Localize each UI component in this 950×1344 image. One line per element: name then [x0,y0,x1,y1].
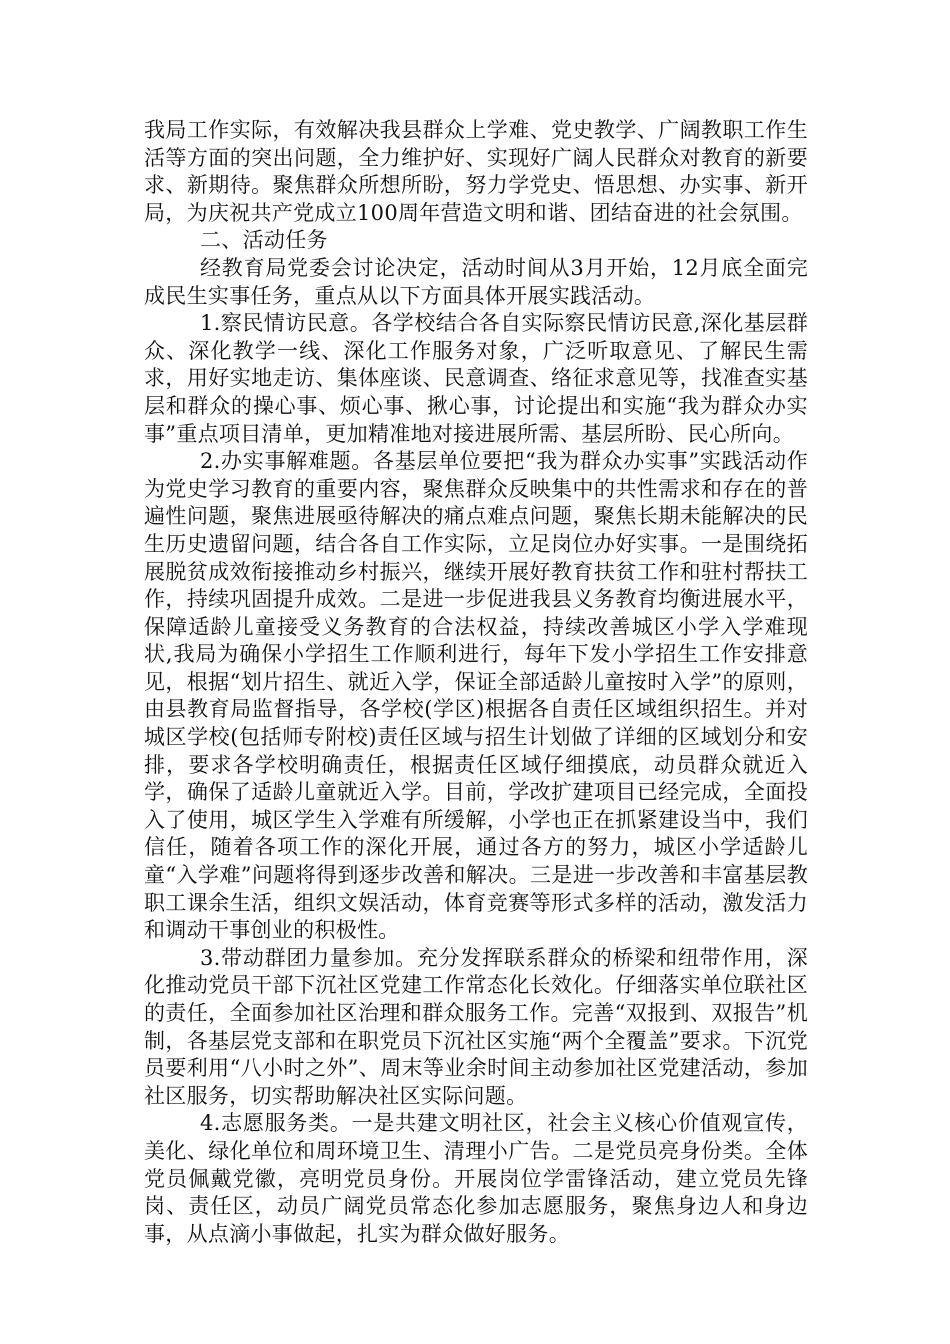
paragraph-item-1: 1.察民情访民意。各学校结合各自实际察民情访民意,深化基层群众、深化教学一线、深化工作服务对象，广泛听取意见、了解民生需求，用好实地走访、集体座谈、民意调查、络征求意见等，找准查实基层和群众的操心事、烦心事、揪心事，讨论提出和实施“我为群众办实事”重点项目清单，更加精准地对接进展所需、基层所盼、民心所向。 [144,311,808,446]
paragraph-item-4: 4.志愿服务类。一是共建文明社区，社会主义核心价值观宣传，美化、绿化单位和周环境卫生、清理小广告。二是党员亮身份类。全体党员佩戴党徽，亮明党员身份。开展岗位学雷锋活动，建立党员先锋岗、责任区，动员广阔党员常态化参加志愿服务，聚焦身边人和身边事，从点滴小事做起，扎实为群众做好服务。 [144,1111,808,1246]
section-heading-activity-tasks: 二、活动任务 [200,228,328,253]
paragraph-item-2: 2.办实事解难题。各基层单位要把“我为群众办实事”实践活动作为党史学习教育的重要内容，聚焦群众反映集中的共性需求和存在的普遍性问题，聚焦进展亟待解决的痛点难点问题，聚焦长期未能解决的民生历史遗留问题，结合各自工作实际，立足岗位办好实事。一是围绕拓展脱贫成效衔接推动乡村振兴，继续开展好教育扶贫工作和驻村帮扶工作，持续巩固提升成效。二是进一步促进我县义务教育均衡进展水平，保障适龄儿童接受义务教育的合法权益，持续改善城区小学入学难现状,我局为确保小学招生工作顺利进行，每年下发小学招生工作安排意见，根据“划片招生、就近入学，保证全部适龄儿童按时入学”的原则，由县教育局监督指导，各学校(学区)根据各自责任区域组织招生。并对城区学校(包括师专附校)责任区域与招生计划做了详细的区域划分和安排，要求各学校明确责任，根据责任区域仔细摸底，动员群众就近入学，确保了适龄儿童就近入学。目前，学改扩建项目已经完成，全面投入了使用，城区学生入学难有所缓解，小学也正在抓紧建设当中，我们信任，随着各项工作的深化开展，通过各方的努力，城区小学适龄儿童“入学难”问题将得到逐步改善和解决。三是进一步改善和丰富基层教职工课余生活，组织文娱活动，体育竞赛等形式多样的活动，激发活力和调动干事创业的积极性。 [144,449,808,943]
paragraph-item-3: 3.带动群团力量参加。充分发挥联系群众的桥梁和纽带作用，深化推动党员干部下沉社区党建工作常态化长效化。仔细落实单位联社区的责任，全面参加社区治理和群众服务工作。完善“双报到、双报告”机制，各基层党支部和在职党员下沉社区实施“两个全覆盖”要求。下沉党员要利用“八小时之外”、周末等业余时间主动参加社区党建活动，参加社区服务，切实帮助解决社区实际问题。 [144,945,808,1108]
paragraph-intro-continuation: 我局工作实际，有效解决我县群众上学难、党史教学、广阔教职工作生活等方面的突出问题，全力维护好、实现好广阔人民群众对教育的新要求、新期待。聚焦群众所想所盼，努力学党史、悟思想、办实事、新开局，为庆祝共产党成立100周年营造文明和谐、团结奋进的社会氛围。 [144,118,808,225]
paragraph-schedule: 经教育局党委会讨论决定，活动时间从3月开始，12月底全面完成民生实事任务，重点从以下方面具体开展实践活动。 [144,255,808,308]
document-body [144,117,808,1248]
